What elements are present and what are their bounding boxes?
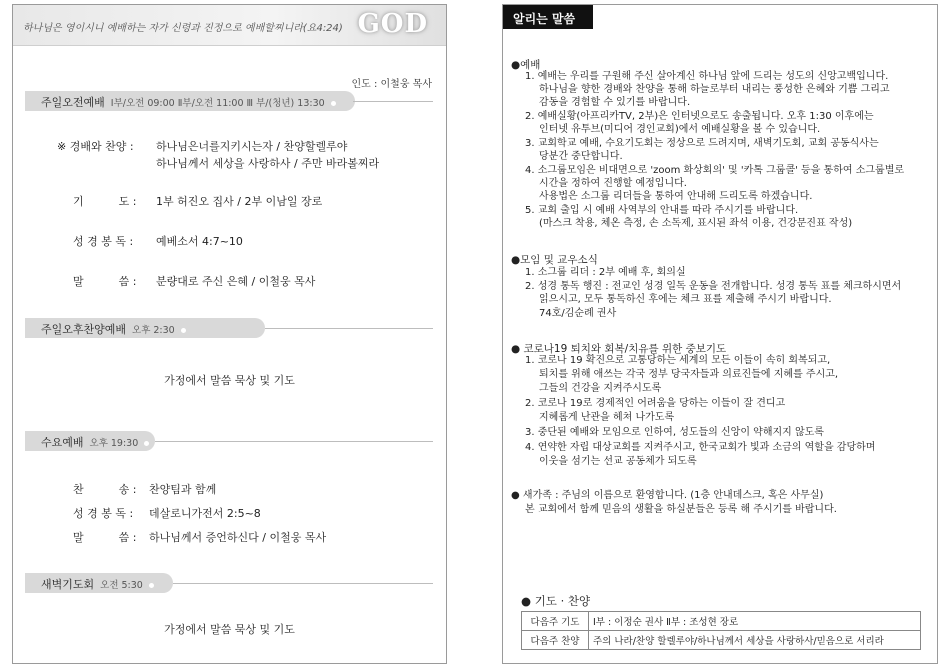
verse-header: [13, 5, 446, 46]
sunday-pm-note: 가정에서 말씀 묵상 및 기도: [164, 374, 295, 387]
divider: [173, 583, 433, 584]
bullet-dot: [144, 441, 149, 446]
worship-line: 2. 예배실황(아프리카TV, 2부)은 인터넷으로도 송출됩니다. 오후 1:30 이후에는: [525, 111, 874, 122]
sunday-am-header: [25, 91, 355, 111]
divider: [155, 441, 433, 442]
service-name: 주일오전예배: [41, 96, 105, 109]
dawn-note: 가정에서 말씀 묵상 및 기도: [164, 623, 295, 636]
order-of-worship-panel: [12, 4, 447, 664]
covid-line: 퇴치를 위해 애쓰는 각국 정부 당국자들과 의료진들에 지혜를 주시고,: [539, 369, 839, 380]
divider: [265, 328, 433, 329]
group-line: 74호/김순례 권사: [539, 308, 617, 319]
service-name: 새벽기도회: [41, 578, 95, 591]
hymn-line-1: 하나님은너를지키시는자 / 찬양할렐루야: [156, 140, 348, 153]
announcements-title: 알리는 말씀: [503, 5, 593, 29]
table-value: 주의 나라/찬양 할렐루야/하나님께서 세상을 사랑하사/믿음으로 서리라: [589, 631, 921, 650]
divider: [353, 101, 433, 102]
covid-line: 2. 코로나 19로 경제적인 어려움을 당하는 이들이 잘 견디고: [525, 398, 786, 409]
worship-heading: ●예배: [511, 59, 541, 71]
worship-line: 감동을 경험할 수 있기를 바랍니다.: [539, 97, 691, 108]
table-key: 다음주 찬양: [522, 631, 589, 650]
covid-line: 그들의 건강을 지켜주시도록: [539, 383, 662, 394]
covid-heading: ● 코로나19 퇴치와 회복/치유를 위한 중보기도: [511, 343, 727, 355]
scripture-value: 예베소서 4:7~10: [156, 235, 243, 248]
sermon-label: 말 씀 :: [73, 275, 137, 288]
group-line: 2. 성경 통독 행진 : 전교인 성경 일독 운동을 전개합니다. 성경 통독 표를 체크하시면서: [525, 281, 902, 292]
sermon-value: 분량대로 주신 은혜 / 이철웅 목사: [156, 275, 316, 288]
worship-line: 시간을 정하여 진행할 예정입니다.: [539, 178, 687, 189]
covid-line: 지혜롭게 난관을 헤쳐 나가도록: [539, 412, 675, 423]
worship-line: 5. 교회 출입 시 예배 사역부의 안내를 따라 주시기를 바랍니다.: [525, 205, 799, 216]
service-name: 수요예배: [41, 436, 84, 449]
worship-line: 1. 예배는 우리를 구원해 주신 살아계신 하나님 앞에 드리는 성도의 신앙고백입니다.: [525, 71, 889, 82]
worship-line: 4. 소그룹모임은 비대면으로 'zoom 화상회의' 및 '카톡 그룹콜' 등을 통하여 소그룹별로: [525, 165, 905, 176]
scripture-label: 성 경 봉 독 :: [73, 235, 134, 248]
worship-line: 3. 교회학교 예배, 수요기도회는 정상으로 드려지며, 새벽기도회, 교회 공동식사는: [525, 138, 879, 149]
sermon-value: 하나님께서 증언하신다 / 이철웅 목사: [149, 531, 327, 544]
covid-line: 4. 연약한 자립 대상교회를 지켜주시고, 한국교회가 빛과 소금의 역할을 감당하며: [525, 442, 876, 453]
table-row: [522, 631, 921, 650]
sermon-label: 말 씀 :: [73, 531, 137, 544]
newcomer-line: 본 교회에서 함께 믿음의 생활을 하실분들은 등록 해 주시기를 바랍니다.: [525, 504, 837, 515]
worship-line: 사용법은 소그룹 리더들을 통하여 안내해 드리도록 하겠습니다.: [539, 191, 813, 202]
table-key: 다음주 기도: [522, 612, 589, 631]
prayer-value: 1부 허진오 집사 / 2부 이남일 장로: [156, 195, 323, 208]
worship-line: 당분간 중단합니다.: [539, 151, 623, 162]
hymn-value: 찬양팀과 함께: [149, 483, 217, 496]
worship-line: 하나님을 향한 경배와 찬양을 통해 하늘로부터 내리는 풍성한 은혜와 기쁨 그리고: [539, 84, 890, 95]
service-time: Ⅰ부/오전 09:00 Ⅱ부/오전 11:00 Ⅲ 부/(청년) 13:30: [110, 98, 325, 109]
group-heading: ●모임 및 교우소식: [511, 254, 598, 266]
prayer-hymn-table: [521, 611, 921, 650]
newcomer-line: ● 새가족 : 주님의 이름으로 환영합니다. (1층 안내데스크, 혹은 사무실): [511, 490, 824, 501]
god-logo: GOD: [357, 9, 428, 39]
leader: 인도 : 이철웅 목사: [351, 79, 432, 90]
covid-line: 3. 중단된 예배와 모임으로 인하여, 성도들의 신앙이 약해지지 않도록: [525, 427, 824, 438]
wednesday-header: [25, 431, 155, 451]
covid-line: 1. 코로나 19 확진으로 고통당하는 세계의 모든 이들이 속히 회복되고,: [525, 355, 831, 366]
announcements-panel: [502, 4, 938, 664]
hymn-label: 찬 송 :: [73, 483, 137, 496]
hymn-line-2: 하나님께서 세상을 사랑하사 / 주만 바라볼찌라: [156, 157, 380, 170]
scripture-label: 성 경 봉 독 :: [73, 507, 134, 520]
worship-line: (마스크 착용, 체온 측정, 손 소독제, 표시된 좌석 이용, 건강문진표 작성): [539, 218, 853, 229]
bullet-dot: [331, 101, 336, 106]
service-time: 오후 2:30: [132, 325, 175, 336]
covid-line: 이웃을 섬기는 선교 공동체가 되도록: [539, 456, 697, 467]
bullet-dot: [181, 328, 186, 333]
worship-line: 인터넷 유투브(미디어 경인교회)에서 예배실황을 볼 수 있습니다.: [539, 124, 821, 135]
table-value: Ⅰ부 : 이정순 권사 Ⅱ부 : 조성현 장로: [589, 612, 921, 631]
bullet-dot: [149, 583, 154, 588]
scripture-value: 데살로니가전서 2:5~8: [149, 507, 261, 520]
sunday-pm-header: [25, 318, 265, 338]
hymn-label: ※ 경배와 찬양 :: [57, 140, 134, 153]
service-name: 주일오후찬양예배: [41, 323, 127, 336]
service-time: 오후 19:30: [89, 438, 139, 449]
group-line: 1. 소그룹 리더 : 2부 예배 후, 회의실: [525, 267, 686, 278]
prayer-hymn-heading: ● 기도 · 찬양: [521, 594, 591, 608]
prayer-label: 기 도 :: [73, 195, 137, 208]
group-line: 읽으시고, 모두 통독하신 후에는 체크 표를 제출해 주시기 바랍니다.: [539, 294, 832, 305]
verse-text: 하나님은 영이시니 예배하는 자가 신령과 진정으로 예배할찌니라(요4:24): [23, 23, 343, 34]
dawn-prayer-header: [25, 573, 173, 593]
service-time: 오전 5:30: [100, 580, 143, 591]
table-row: [522, 612, 921, 631]
